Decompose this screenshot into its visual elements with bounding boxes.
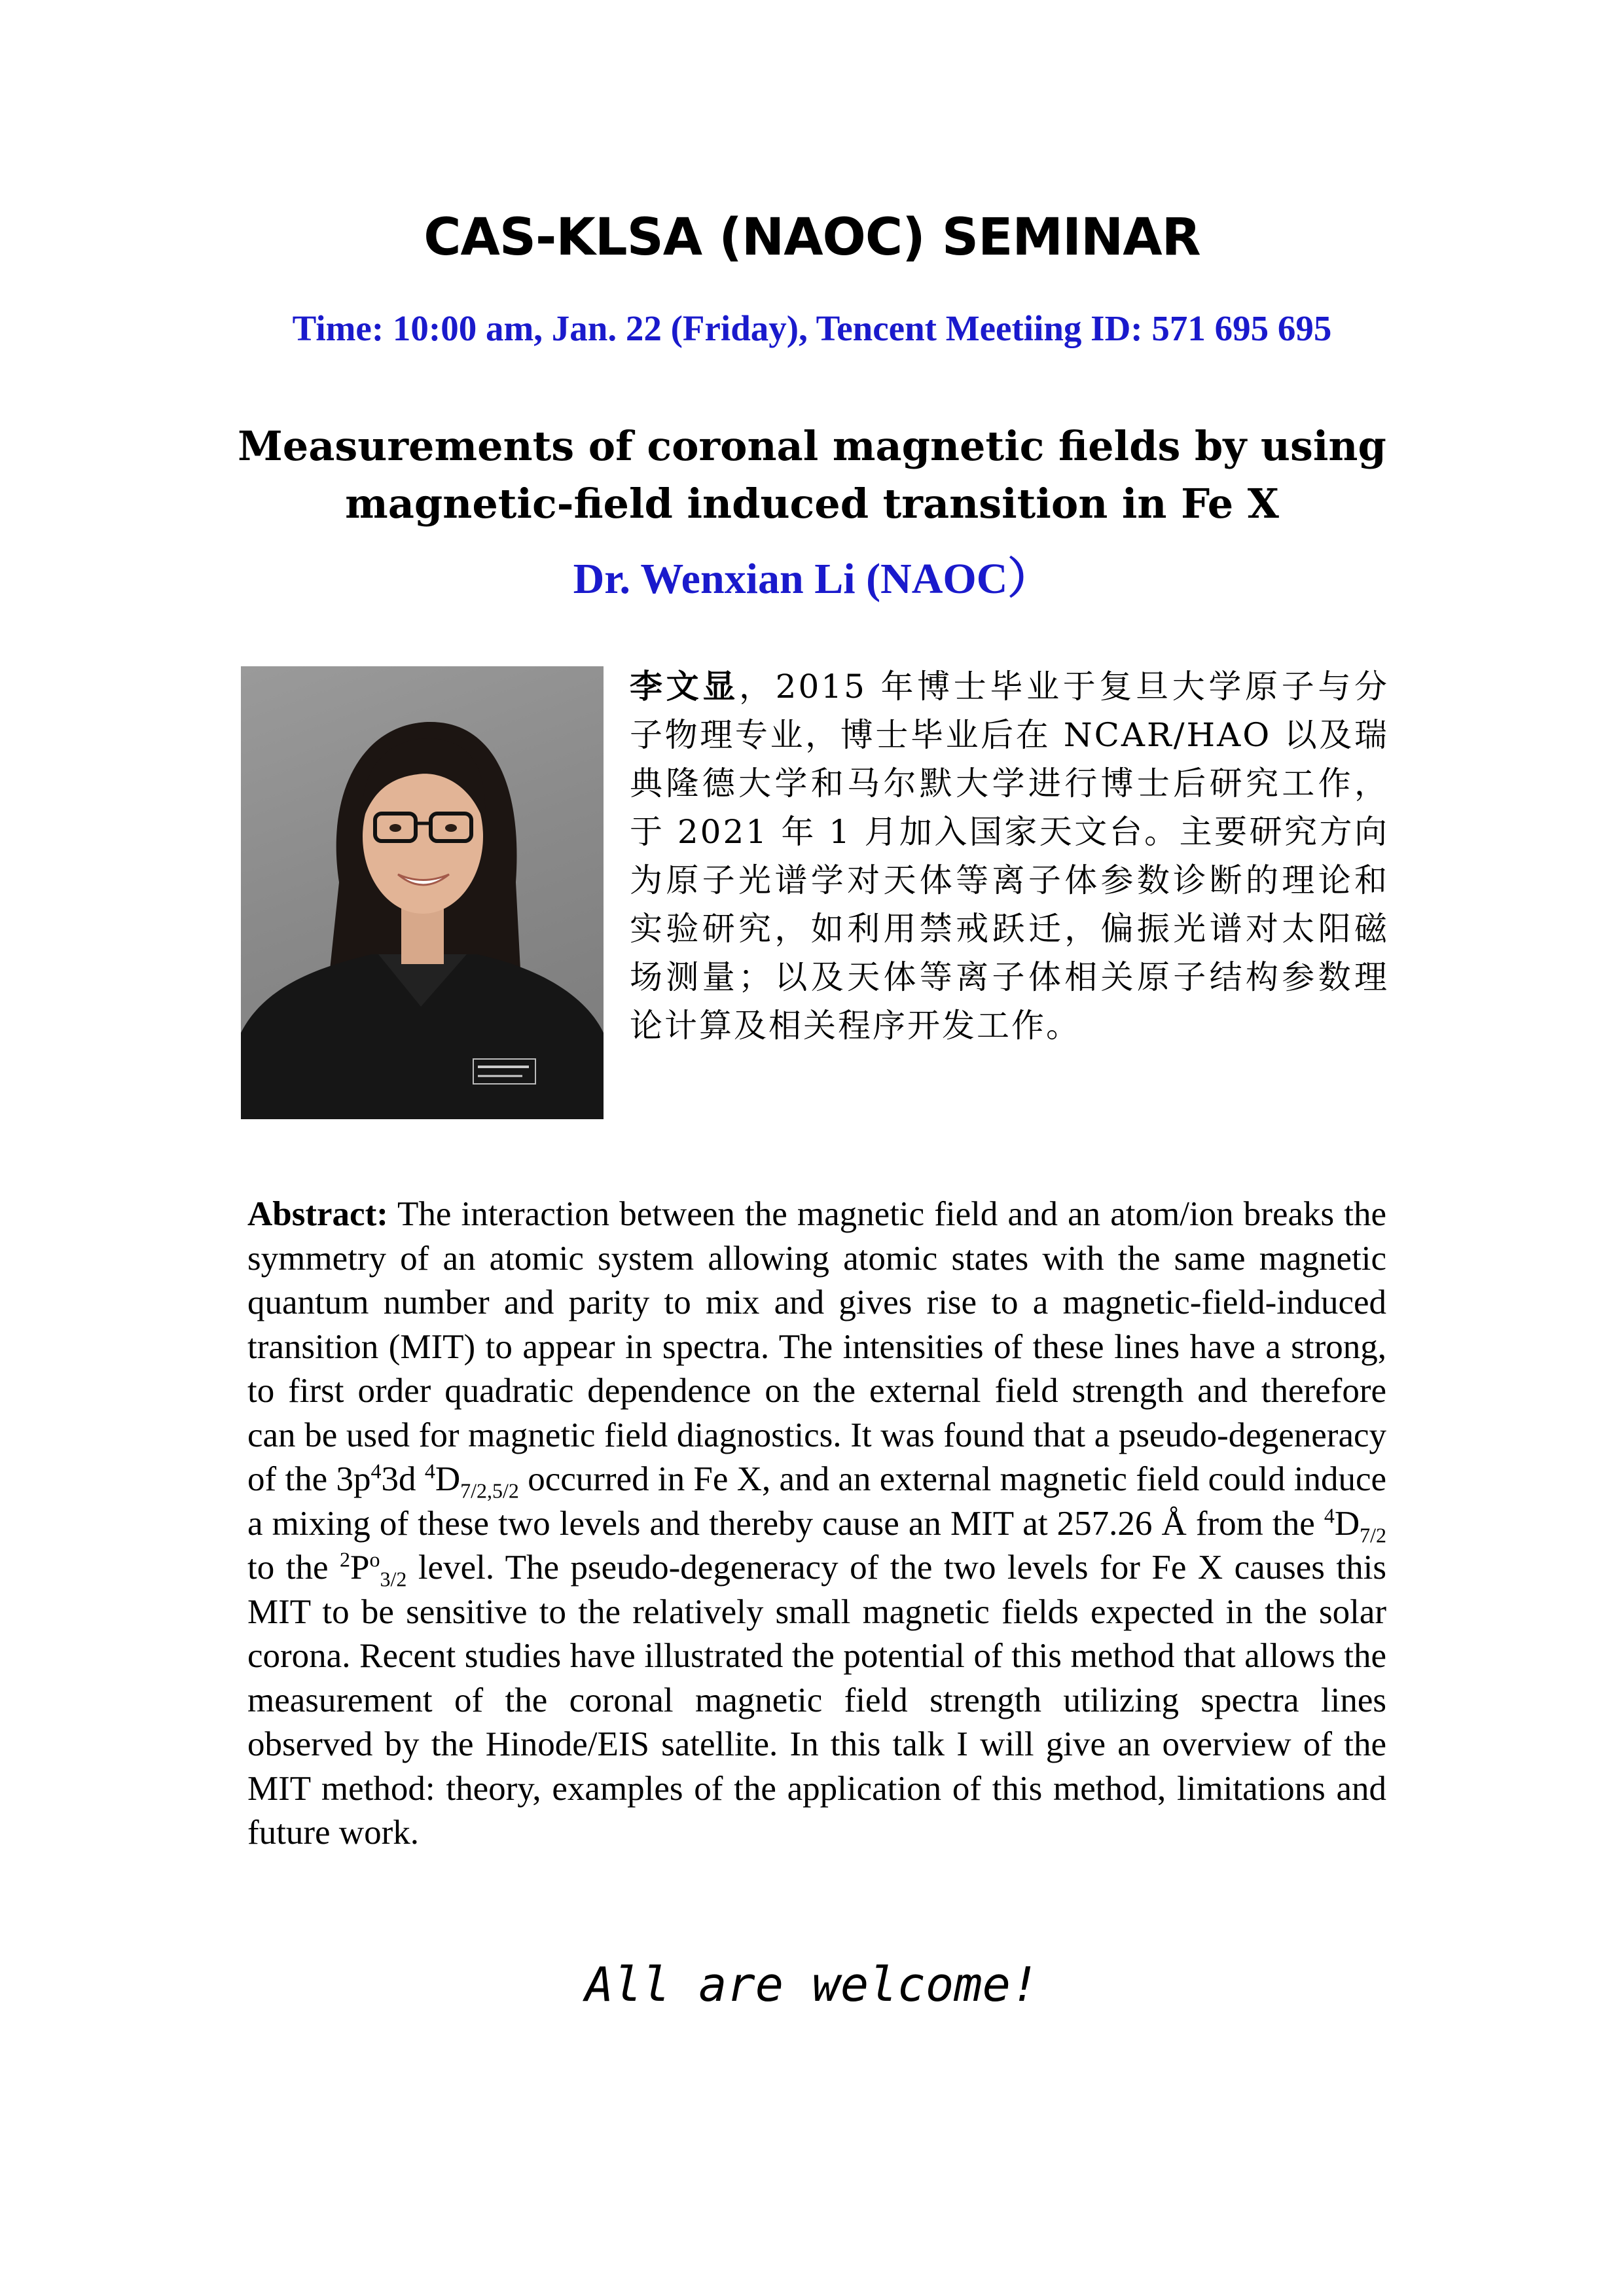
abstract-sup-1: 4 [370,1459,382,1483]
abstract-text-2: 3d [381,1460,425,1498]
talk-title-line-2: magnetic-field induced transition in Fe X [345,480,1279,528]
abstract-text-1: The interaction between the magnetic field and an atom/ion breaks the symmetry of an atomic system allowing atomic states with the same magnetic quantum number and parity to mix and gives rise to a magnetic-field-induced transition (MIT) to appear in spectra. The intensities of these lines have a strong, to first order quadratic dependence on the external field strength and therefore can be used for magnetic field diagnostics. It was found that a pseudo-degeneracy of the 3p [247,1195,1386,1498]
abstract-text-3: D [435,1460,461,1498]
abstract-sup-4: 2 [339,1547,350,1571]
meeting-time-line: Time: 10:00 am, Jan. 22 (Friday), Tencent Meetiing ID: 571 695 695 [292,308,1332,348]
abstract-text-7: P [350,1549,370,1587]
speaker-portrait-illustration [241,666,604,1119]
talk-title [0,418,1624,533]
abstract-sup-5: o [369,1547,380,1571]
bio-text: ，2015 年博士毕业于复旦大学原子与分子物理专业，博士毕业后在 NCAR/HAO 以及瑞典隆德大学和马尔默大学进行博士后研究工作，于 2021 年 1 月加入国家天文台。主要研究方向为原子光谱学对天体等离子体参数诊断的理论和实验研究，如利用禁戒跃迁，偏振光谱对太阳磁场测量；以及天体等离子体相关原子结构参数理论计算及相关程序开发工作。 [630,668,1390,1045]
abstract-text-5: D [1334,1504,1360,1543]
abstract-text-8: level. The pseudo-degeneracy of the two levels for Fe X causes this MIT to be sensitive to the relatively small magnetic fields expected in the solar corona. Recent studies have illustrated the potential of this method that allows the measurement of the coronal magnetic field strength utilizing spectra lines observed by the Hinode/EIS satellite. In this talk I will give an overview of the MIT method: theory, examples of the application of this method, limitations and future work. [247,1549,1386,1852]
abstract-label: Abstract: [247,1195,388,1233]
abstract-sup-2: 4 [424,1459,435,1483]
abstract-text-4: occurred in Fe X, and an external magnetic field could induce a mixing of these two levels and thereby cause an MIT at 257.26 Å from the [247,1460,1386,1543]
abstract-sub-2: 7/2 [1360,1523,1386,1547]
abstract [247,1193,1386,1856]
talk-title-line-1: Measurements of coronal magnetic fields by using [238,422,1386,470]
speaker-name: Dr. Wenxian Li (NAOC） [573,555,1051,603]
seminar-title: CAS-KLSA (NAOC) SEMINAR [424,208,1200,267]
abstract-sub-1: 7/2,5/2 [460,1479,519,1503]
abstract-text-6: to the [247,1549,340,1587]
bio-name: 李文显 [630,667,739,706]
speaker-bio [630,662,1389,1050]
abstract-sub-3: 3/2 [380,1567,407,1591]
abstract-sup-3: 4 [1324,1503,1335,1527]
welcome-message: All are welcome! [585,1957,1039,2012]
speaker-photo [241,666,604,1119]
